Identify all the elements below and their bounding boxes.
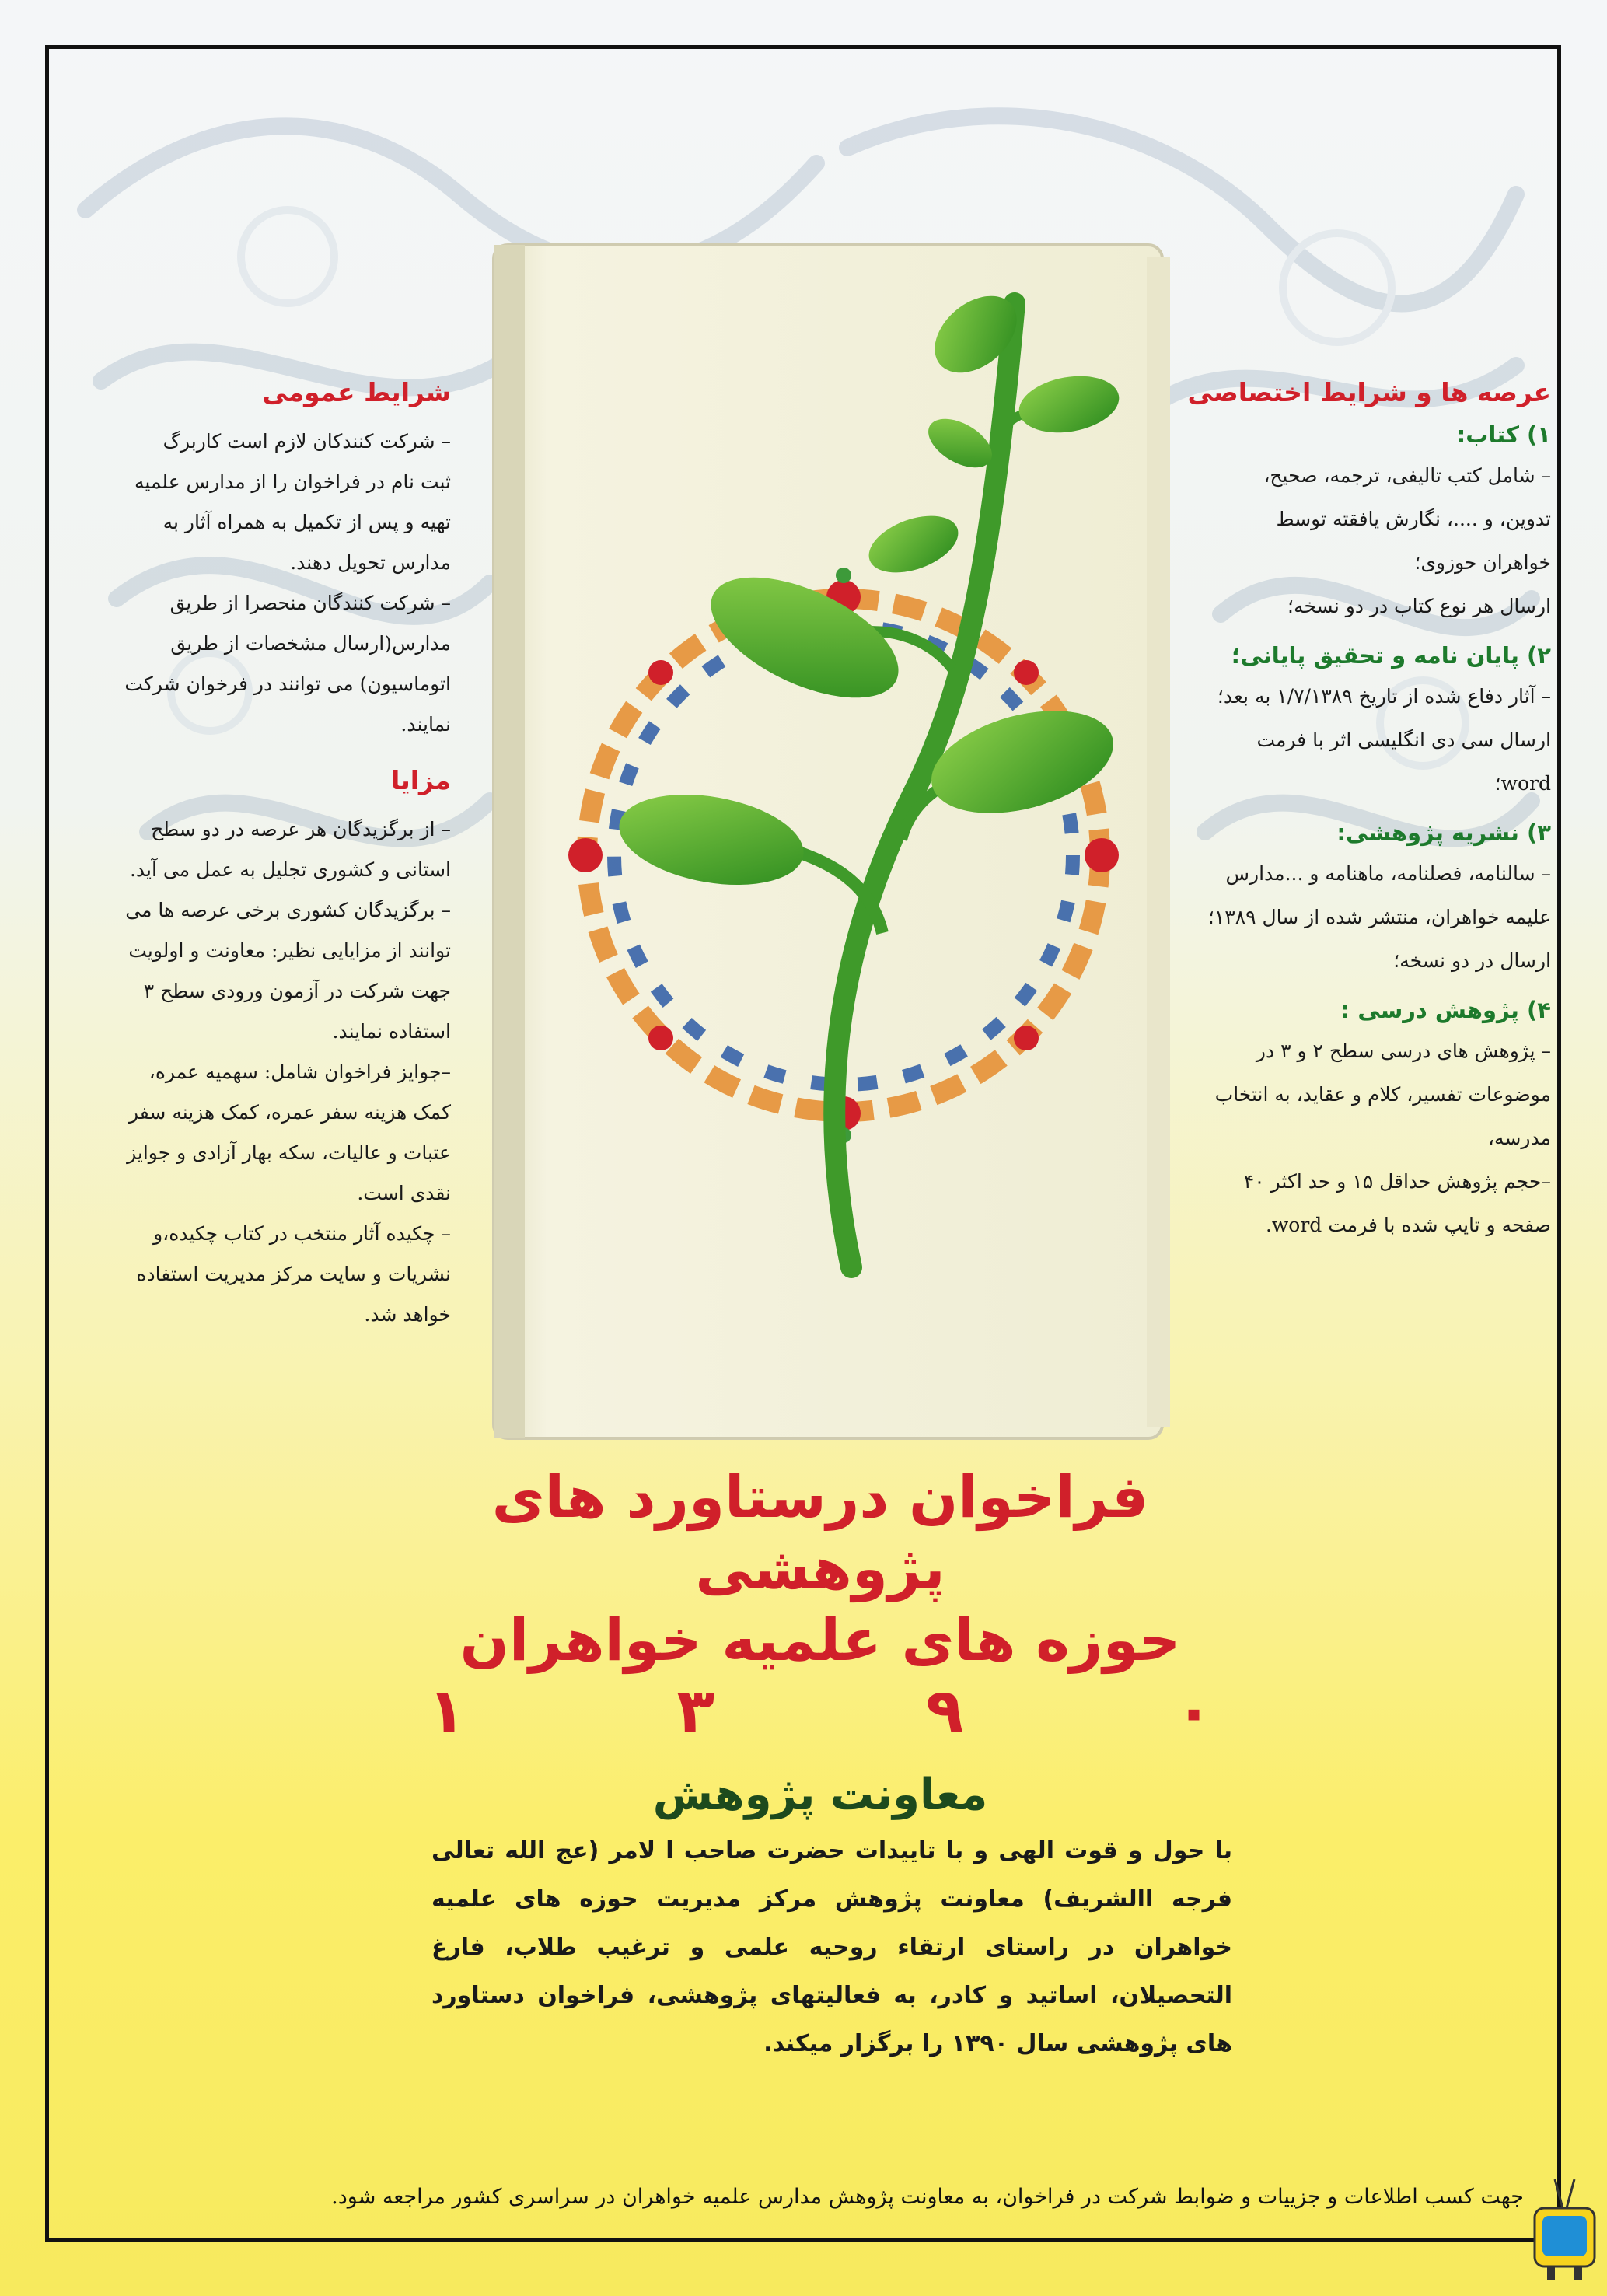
text-line: – سالنامه، فصلنامه، ماهنامه و ...مدارس — [1225, 862, 1551, 885]
year-digit: ۹ — [925, 1675, 964, 1747]
text-line: نمایند. — [400, 713, 451, 736]
text-line: – شرکت کنندکان لازم است کاربرگ — [162, 430, 451, 453]
text-line: استانی و کشوری تجلیل به عمل می آید. — [129, 858, 451, 881]
tv-logo-icon — [1532, 2173, 1598, 2290]
text-line: – پژوهش های درسی سطح ۲ و ۳ در — [1256, 1040, 1551, 1062]
year-digit: ۱ — [428, 1675, 466, 1747]
text-line: ثبت نام در فراخوان را از مدارس علمیه — [134, 470, 451, 493]
text-line: – شامل کتب تالیفی، ترجمه، صحیح، — [1263, 464, 1551, 487]
text-line: توانند از مزایایی نظیر: معاونت و اولویت — [128, 939, 451, 962]
main-title-block — [404, 1462, 1236, 1820]
section-title-book: ۱) کتاب: — [1456, 421, 1551, 448]
text-line: – چکیده آثار منتخب در کتاب چکیده،و — [153, 1222, 451, 1245]
text-line: – شرکت کنندگان منحصرا از طریق — [169, 592, 451, 614]
text-line: – برگزیدگان کشوری برخی عرصه ها می — [125, 899, 451, 921]
text-line: موضوعات تفسیر، کلام و عقاید، به انتخاب — [1214, 1083, 1551, 1106]
text-line: تهیه و پس از تکمیل به همراه آثار به — [162, 511, 451, 533]
text-line: مدرسه، — [1487, 1127, 1551, 1149]
text-line: عتبات و عالیات، سکه بهار آزادی و جوایز — [127, 1141, 451, 1164]
text-line: –جوایز فراخوان شامل: سهمیه عمره، — [148, 1061, 451, 1083]
text-line: تدوین، و ....، نگارش یافقته توسط — [1276, 508, 1551, 530]
title-line-1: فراخوان درستاورد های پژوهشی — [491, 1464, 1149, 1602]
text-line: کمک هزینه سفر عمره، کمک هزینه سفر — [128, 1101, 451, 1124]
text-line: اتوماسیون) می توانند در فرخوان شرکت — [124, 673, 451, 695]
section-heading-specific-conditions: عرصه ها و شرایط اختصاصی — [1187, 377, 1551, 407]
text-line: خواهد شد. — [364, 1303, 451, 1326]
text-line: – آثار دفاع شده از تاریخ ۱/۷/۱۳۸۹ به بعد؛ — [1217, 685, 1551, 708]
section-title-thesis: ۲) پایان نامه و تحقیق پایانی؛ — [1231, 642, 1551, 669]
text-line: مدارس تحویل دهند. — [290, 551, 451, 574]
text-line: –حجم پژوهش حداقل ۱۵ و حد اکثر ۴۰ — [1243, 1170, 1551, 1193]
text-line: مدارس(ارسال مشخصات از طریق — [170, 632, 451, 655]
section-title-journal: ۳) نشریه پژوهشی: — [1336, 820, 1551, 846]
text-line: جهت شرکت در آزمون ورودی سطح ۳ — [143, 980, 451, 1002]
year-digits — [404, 1676, 1236, 1746]
left-column — [78, 377, 451, 1335]
department-title: معاونت پژوهش — [652, 1770, 988, 1820]
text-line: صفحه و تایپ شده با فرمت word. — [1265, 1214, 1551, 1236]
intro-paragraph: با حول و قوت الهی و با تاییدات حضرت صاحب ا لامر (عج الله تعالی فرجه االشریف) معاونت پژوهش مرکز مدیریت حوزه های علمیه خواهران در راستای ارتقاء روحیه علمی و ترغیب طلاب، فارغ التحصیلان، اساتید و کادر، به فعالیتهای پژوهشی، فراخوان دستاورد های پژوهشی سال ۱۳۹۰ را برگزار میکند. — [431, 1837, 1232, 2057]
footer-note: جهت کسب اطلاعات و جزییات و ضوابط شرکت در فراخوان، به معاونت پژوهش مدارس علمیه خواهران در سراسری کشور مراجعه شود. — [331, 2185, 1524, 2209]
year-digit: ۳ — [676, 1675, 715, 1747]
text-line: ارسال در دو نسخه؛ — [1393, 949, 1551, 972]
title-line-2: حوزه های علمیه خواهران — [459, 1607, 1181, 1674]
text-line: نشریات و سایت مرکز مدیریت استفاده — [136, 1263, 451, 1285]
text-line: word؛ — [1494, 772, 1551, 795]
book-sprout-illustration-icon — [478, 233, 1182, 1450]
section-heading-benefits: مزایا — [390, 765, 451, 795]
section-title-course-research: ۴) پژوهش درسی : — [1340, 997, 1551, 1023]
text-line: علیمه خواهران، منتشر شده از سال ۱۳۸۹؛ — [1207, 906, 1551, 928]
year-digit: ۰ — [1175, 1675, 1213, 1747]
text-line: نقدی است. — [357, 1182, 451, 1204]
text-line: – از برگزیدگان هر عرصه در دو سطح — [151, 818, 451, 840]
text-line: استفاده نمایند. — [332, 1020, 451, 1043]
text-line: ارسال هر نوع کتاب در دو نسخه؛ — [1287, 595, 1551, 617]
text-line: ارسال سی دی انگلیسی اثر با فرمت — [1256, 729, 1551, 751]
section-heading-general-conditions: شرایط عمومی — [262, 377, 451, 407]
right-column — [1131, 377, 1551, 1247]
text-line: خواهران حوزوی؛ — [1414, 551, 1551, 574]
